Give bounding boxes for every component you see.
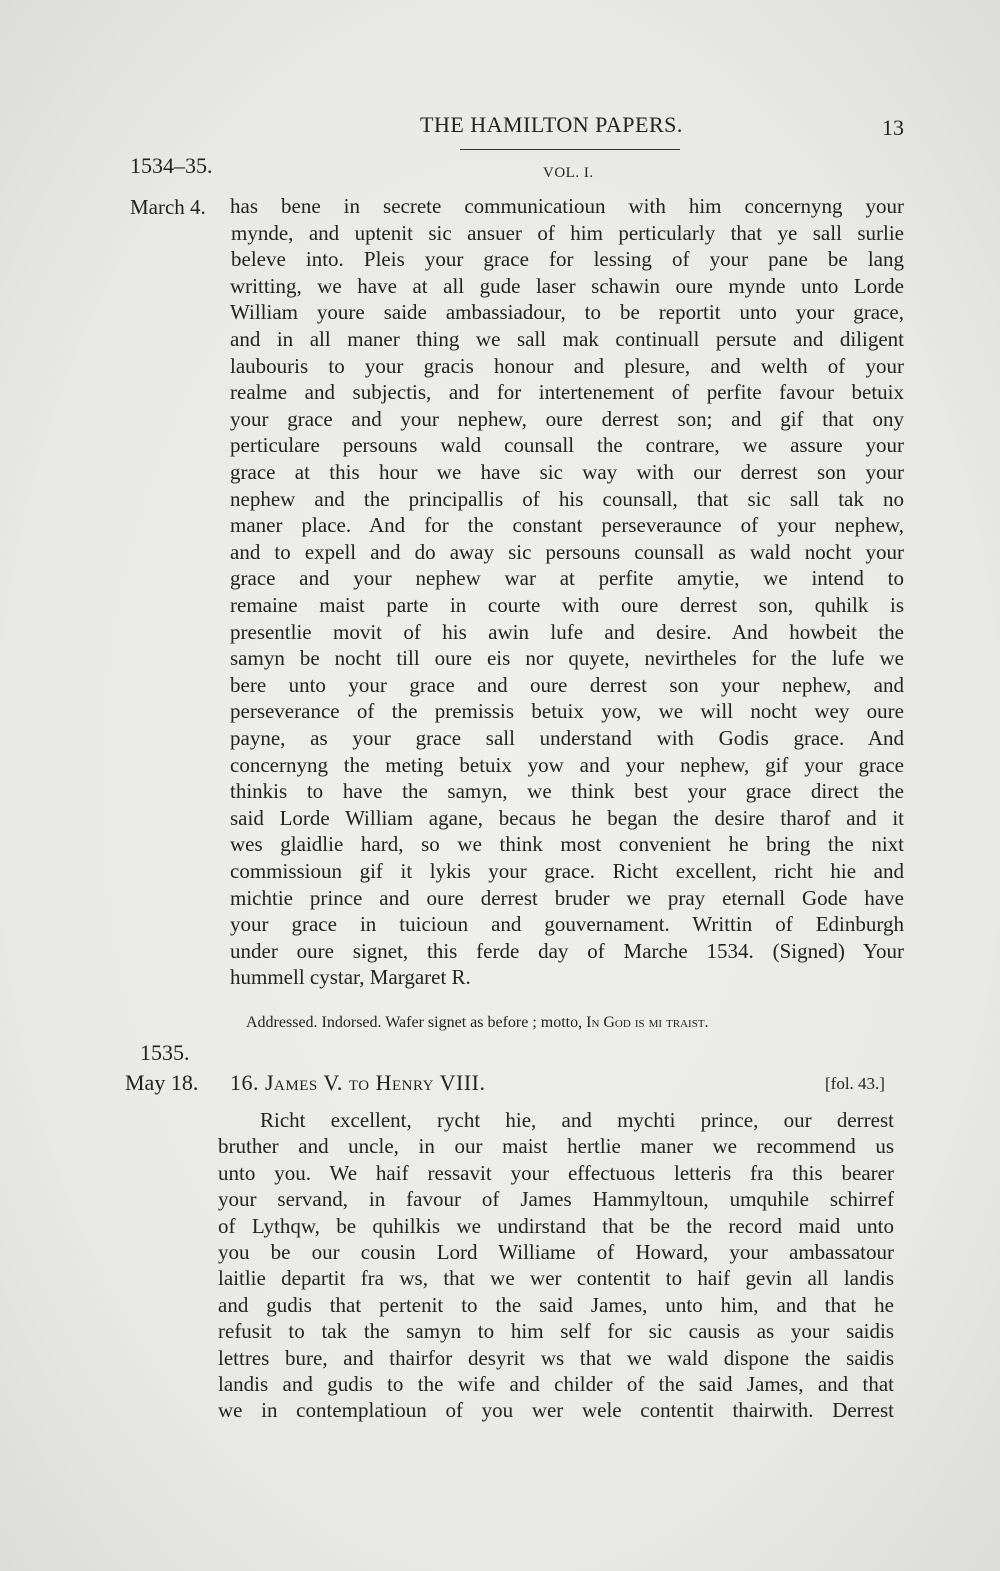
running-title: THE HAMILTON PAPERS.	[420, 112, 683, 137]
letter1-line: michtie prince and oure derrest bruder we pray eternall Gode have	[230, 885, 904, 910]
letter1-line: laubouris to your gracis honour and plesure, and welth of your	[230, 353, 904, 378]
letter2-line: unto you. We haif ressavit your effectuous letteris fra this bearer	[218, 1160, 894, 1185]
letter1-line: bere unto your grace and oure derrest son your nephew, and	[230, 672, 904, 697]
letter1-line: thinkis to have the samyn, we think best your grace direct the	[230, 779, 904, 804]
letter2-line: we in contemplatioun of you wer wele contentit thairwith. Derrest	[218, 1398, 894, 1423]
title-rule	[460, 149, 680, 150]
letter1-line: samyn be nocht till oure eis nor quyete, nevirtheles for the lufe we	[230, 646, 904, 671]
letter1-line: commissioun gif it lykis your grace. Richt excellent, richt hie and	[230, 859, 904, 883]
letter1-line: hummell cystar, Margaret R.	[230, 965, 471, 990]
letter1-line: and in all maner thing we sall mak continuall persute and diligent	[230, 327, 904, 351]
letter1-line: your grace in tuicioun and gouvernament. Writtin of Edinburgh	[230, 912, 904, 937]
letter2-line: laitlie departit fra ws, that we wer contentit to haif gevin all landis	[218, 1266, 894, 1291]
endorsement-motto: In God is mi traist.	[586, 1014, 709, 1031]
letter1-line: nephew and the principallis of his counsall, that sic sall tak no	[230, 486, 904, 511]
letter2-line: and gudis that pertenit to the said James, unto him, and that he	[218, 1292, 894, 1317]
letter1-line: William youre saide ambassiadour, to be reportit unto your grace,	[230, 300, 904, 325]
letter1-line: grace and your nephew war at perfite amytie, we intend to	[230, 566, 904, 591]
letter1-line: has bene in secrete communicatioun with him concernyng your	[230, 194, 904, 218]
letter1-line: concernyng the meting betuix yow and your nephew, gif your grace	[230, 752, 904, 777]
volume-label: VOL. I.	[543, 165, 594, 181]
letter1-line: wes glaidlie hard, so we think most convenient he bring the nixt	[230, 832, 904, 857]
letter1-line: said Lorde William agane, becaus he began the desire tharof and it	[230, 805, 904, 830]
letter1-line: beleve into. Pleis your grace for lessing of your pane be lang	[231, 247, 904, 272]
letter2-line: your servand, in favour of James Hammyltoun, umquhile schirref	[218, 1187, 894, 1212]
letter1-line: perseverance of the premissis betuix yow, we will nocht wey oure	[230, 699, 904, 724]
letter1-line: grace at this hour we have sic way with our derrest son your	[230, 460, 904, 484]
folio-reference: [fol. 43.]	[825, 1074, 885, 1093]
document-heading: 16. James V. to Henry VIII.	[230, 1070, 486, 1095]
letter2-line: lettres bure, and thairfor desyrit ws that we wald dispone the saidis	[218, 1345, 894, 1370]
letter1-line: your grace and your nephew, oure derrest son; and gif that ony	[230, 406, 904, 431]
letter2-line: refusit to tak the samyn to him self for sic causis as your saidis	[218, 1319, 894, 1344]
letter2-line: landis and gudis to the wife and childer of the said James, and that	[218, 1372, 894, 1396]
letter1-line: payne, as your grace sall understand with Godis grace. And	[230, 726, 904, 750]
letter2-line: you be our cousin Lord Williame of Howard, your ambassatour	[218, 1240, 894, 1264]
margin-date-march: March 4.	[130, 195, 206, 219]
letter2-line: Richt excellent, rycht hie, and mychti prince, our derrest	[260, 1108, 894, 1132]
letter1-line: realme and subjectis, and for intertenement of perfite favour betuix	[230, 380, 904, 405]
letter1-line: remaine maist parte in courte with oure derrest son, quhilk is	[230, 593, 904, 617]
margin-year-range: 1534–35.	[130, 153, 213, 178]
letter1-line: mynde, and uptenit sic ansuer of him perticularly that ye sall surlie	[231, 220, 904, 245]
letter1-line: writting, we have at all gude laser schawin oure mynde unto Lorde	[230, 273, 904, 298]
margin-year-1535: 1535.	[140, 1040, 190, 1065]
letter1-line: under oure signet, this ferde day of Marche 1534. (Signed) Your	[230, 938, 904, 963]
margin-date-may: May 18.	[125, 1070, 199, 1095]
letter1-line: presentlie movit of his awin lufe and desire. And howbeit the	[230, 619, 904, 644]
endorsement-text: Addressed. Indorsed. Wafer signet as before ; motto,	[246, 1014, 587, 1031]
letter1-line: maner place. And for the constant perseveraunce of your nephew,	[230, 513, 904, 538]
letter2-line: bruther and uncle, in our maist hertlie maner we recommend us	[218, 1134, 894, 1159]
page-number: 13	[882, 115, 904, 140]
letter1-line: and to expell and do away sic persouns counsall as wald nocht your	[230, 539, 904, 564]
letter1-line: perticulare persouns wald counsall the contrare, we assure your	[230, 433, 904, 458]
letter2-line: of Lythqw, be quhilkis we undirstand that be the record maid unto	[218, 1213, 894, 1238]
endorsement-line	[246, 1014, 709, 1032]
